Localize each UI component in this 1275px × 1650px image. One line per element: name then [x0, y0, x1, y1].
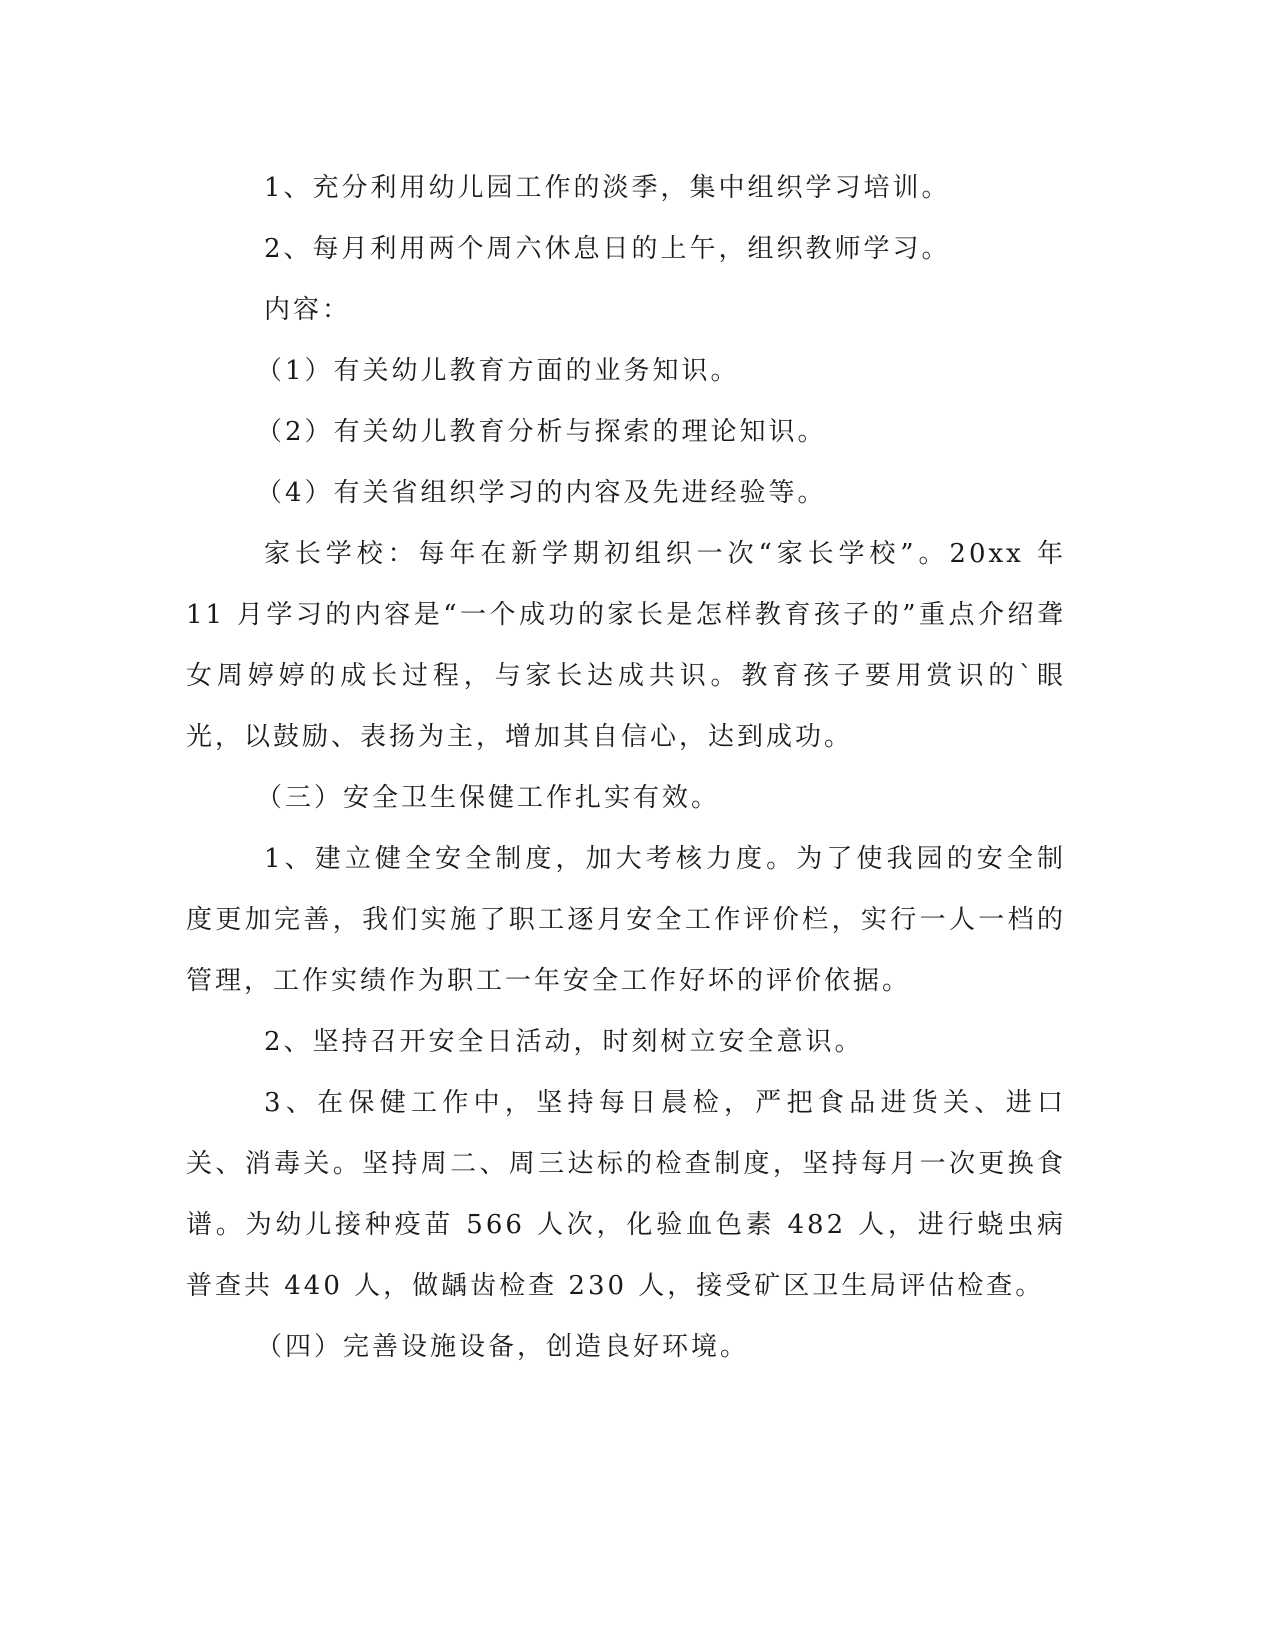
paragraph-item-1: （1）有关幼儿教育方面的业务知识。	[256, 356, 740, 386]
paragraph-content-heading: 内容：	[264, 295, 352, 325]
paragraph-safety-day: 2、坚持召开安全日活动，时刻树立安全意识。	[264, 1027, 864, 1057]
section-heading-facilities: （四）完善设施设备，创造良好环境。	[256, 1332, 750, 1362]
paragraph-item-4: （4）有关省组织学习的内容及先进经验等。	[256, 478, 827, 508]
section-heading-safety: （三）安全卫生保健工作扎实有效。	[256, 783, 721, 813]
paragraph-item-2: （2）有关幼儿教育分析与探索的理论知识。	[256, 417, 827, 447]
paragraph-training-slack-season: 1、充分利用幼儿园工作的淡季，集中组织学习培训。	[264, 173, 951, 203]
paragraph-safety-system: 1、建立健全安全制度，加大考核力度。为了使我园的安全制度更加完善，我们实施了职工逐月安全工作评价栏，实行一人一档的管理，工作实绩作为职工一年安全工作好坏的评价依据。	[186, 844, 1066, 996]
document-body	[186, 158, 1066, 1378]
paragraph-parent-school: 家长学校：每年在新学期初组织一次“家长学校”。20xx 年 11 月学习的内容是“一个成功的家长是怎样教育孩子的”重点介绍聋女周婷婷的成长过程，与家长达成共识。教育孩子要用赏识的`眼光，以鼓励、表扬为主，增加其自信心，达到成功。	[186, 539, 1066, 752]
paragraph-saturday-study: 2、每月利用两个周六休息日的上午，组织教师学习。	[264, 234, 951, 264]
paragraph-health-care: 3、在保健工作中，坚持每日晨检，严把食品进货关、进口关、消毒关。坚持周二、周三达标的检查制度，坚持每月一次更换食谱。为幼儿接种疫苗 566 人次，化验血色素 482 人，进行蛲虫病普查共 440 人，做龋齿检查 230 人，接受矿区卫生局评估检查。	[186, 1088, 1066, 1301]
